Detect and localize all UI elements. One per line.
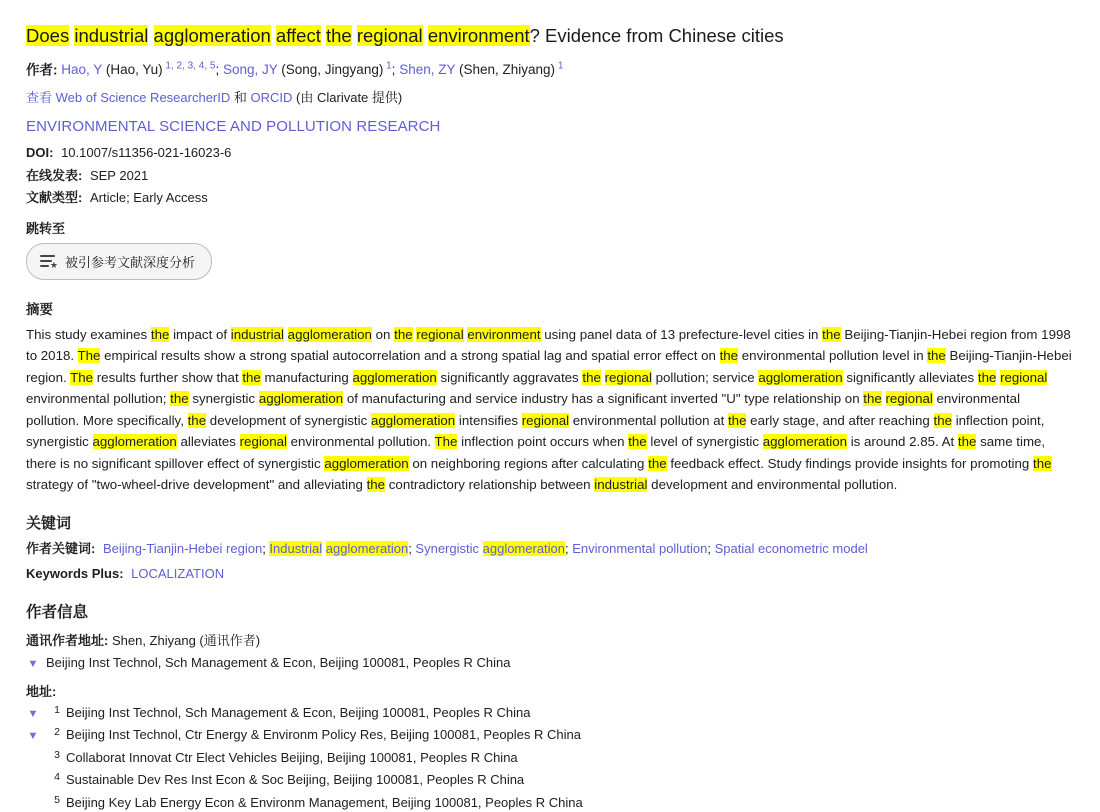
highlighted-term: environment (427, 25, 530, 46)
highlighted-term: industrial (230, 326, 284, 342)
text-fragment: significantly aggravates (436, 369, 583, 385)
highlighted-term: environment (467, 326, 541, 342)
text-fragment: ? Evidence from Chinese cities (529, 25, 784, 46)
text-fragment: feedback effect. Study findings provide insights for promoting (666, 455, 1033, 471)
text-fragment: environmental pollution at (569, 412, 728, 428)
text-fragment (148, 25, 153, 46)
author-keywords-row (26, 539, 1072, 560)
highlighted-term: the (957, 434, 977, 450)
keyword-separator: ; (565, 540, 573, 556)
text-fragment: inflection point occurs when (457, 434, 629, 450)
text-fragment: development and environmental pollution. (647, 477, 898, 493)
text-fragment: Beijing-Tianjin-Hebei region. (26, 348, 1072, 385)
highlighted-term: the (933, 412, 952, 428)
highlighted-term: the (927, 348, 946, 364)
text-fragment: early stage, and after reaching (746, 412, 934, 428)
author-separator: ; (391, 62, 400, 78)
highlighted-term: the (150, 326, 170, 342)
text-fragment: Beijing-Tianjin-Hebei region (102, 540, 263, 556)
text-fragment: This study examines (26, 326, 151, 342)
corresponding-address-item (26, 653, 1072, 673)
metadata-list (26, 143, 1072, 208)
corresponding-author-value: Shen, Zhiyang (通讯作者) (111, 633, 261, 649)
highlighted-term: agglomeration (352, 369, 437, 385)
highlighted-term: the (325, 25, 352, 46)
authors-list (61, 62, 563, 77)
metadata-value: SEP 2021 (86, 167, 149, 183)
address-index: 4 (54, 771, 60, 784)
highlighted-term: agglomeration (287, 326, 372, 342)
metadata-row (26, 188, 1072, 208)
highlighted-term: agglomeration (758, 369, 843, 385)
author-separator: ; (215, 62, 223, 78)
address-index: 2 (54, 726, 60, 739)
author-link[interactable]: Song, JY (222, 62, 278, 78)
highlighted-term: The (77, 348, 101, 364)
authors-label: 作者: (26, 62, 58, 78)
text-fragment: empirical results show a strong spatial autocorrelation and a strong spatial lag and spatial error effect on (100, 348, 720, 364)
highlighted-term: agglomeration (762, 434, 848, 450)
chevron-down-icon[interactable]: ▼ (27, 707, 39, 720)
text-fragment: on (371, 326, 395, 342)
keywords-plus-link[interactable]: LOCALIZATION (131, 565, 225, 581)
text-fragment: of manufacturing and service industry has a significant inverted "U" type relationship on (343, 391, 864, 407)
author-full-name: (Song, Jingyang) (281, 62, 384, 78)
author-affiliation-superscript[interactable]: 1 (555, 60, 564, 72)
highlighted-term: the (648, 455, 667, 471)
chevron-down-icon[interactable]: ▼ (27, 730, 39, 743)
text-fragment: impact of (169, 326, 231, 342)
highlighted-term: the (863, 391, 882, 407)
text-fragment: level of synergistic (646, 434, 763, 450)
keywords-plus-list (131, 566, 224, 581)
text-fragment: synergistic (188, 391, 259, 407)
highlighted-term: the (242, 369, 261, 385)
address-text: Beijing Key Lab Energy Econ & Environm Management, Beijing 100081, Peoples R China (66, 794, 583, 810)
address-item (26, 748, 1072, 768)
highlighted-term: the (977, 369, 997, 385)
highlighted-term: the (394, 326, 413, 342)
text-fragment: environmental pollution level in (738, 348, 928, 364)
metadata-label: 文献类型: (26, 190, 83, 206)
metadata-value: 10.1007/s11356-021-16023-6 (57, 145, 232, 161)
text-fragment: is around 2.85. At (847, 434, 958, 450)
highlighted-term: agglomeration (324, 455, 409, 471)
text-fragment: on neighboring regions after calculating (408, 455, 649, 471)
text-fragment: environmental pollution. (286, 434, 435, 450)
highlighted-term: Industrial (269, 540, 323, 556)
highlighted-term: the (1033, 455, 1052, 471)
highlighted-term: industrial (594, 477, 648, 493)
authors-row (26, 59, 1072, 81)
metadata-label: 在线发表: (26, 167, 83, 183)
address-index: 5 (54, 793, 60, 806)
highlighted-term: agglomeration (153, 25, 271, 46)
highlighted-term: the (719, 348, 739, 364)
address-item (26, 793, 1072, 812)
highlighted-term: the (187, 412, 207, 428)
highlighted-term: regional (1000, 369, 1048, 385)
metadata-label: DOI: (26, 145, 54, 161)
text-fragment: environmental pollution; (26, 391, 171, 407)
text-fragment (882, 391, 886, 406)
keywords-plus-label: Keywords Plus: (26, 565, 124, 581)
address-text: Sustainable Dev Res Inst Econ & Soc Beijing, Beijing 100081, Peoples R China (66, 772, 525, 788)
text-fragment: Spatial econometric model (714, 540, 868, 556)
highlighted-term: the (727, 412, 747, 428)
highlighted-term: affect (275, 25, 321, 46)
highlighted-term: agglomeration (258, 391, 344, 407)
highlighted-term: The (70, 369, 94, 385)
highlighted-term: the (366, 477, 386, 493)
text-fragment: alleviates (176, 434, 240, 450)
researcher-id-row (26, 87, 1072, 106)
text-fragment: pollution; service (651, 369, 759, 385)
text-fragment: using panel data of 13 prefecture-level cities in (540, 326, 823, 342)
text-fragment: inflection point, synergistic (26, 412, 1045, 450)
addresses-heading: 地址: (26, 683, 57, 699)
author-affiliation-superscript[interactable]: 1, 2, 3, 4, 5 (162, 60, 216, 72)
highlighted-term: agglomeration (92, 434, 177, 450)
author-affiliation-superscript[interactable]: 1 (383, 60, 392, 72)
web-of-science-researcherid-link[interactable]: Web of Science ResearcherID (55, 90, 231, 106)
highlighted-term: regional (416, 326, 464, 342)
keyword-separator: ; (262, 540, 270, 556)
highlighted-term: regional (604, 369, 652, 385)
view-link[interactable]: 查看 (26, 90, 53, 106)
author-keyword-link[interactable] (269, 541, 408, 556)
highlighted-term: the (628, 434, 647, 450)
metadata-row (26, 143, 1072, 163)
author-keywords-label: 作者关键词: (26, 540, 96, 556)
address-index: 3 (54, 748, 60, 761)
addresses-list (26, 703, 1072, 812)
address-text: Beijing Inst Technol, Ctr Energy & Environm Policy Res, Beijing 100081, Peoples R China (66, 727, 581, 743)
text-fragment: Environmental pollution (572, 540, 708, 556)
highlighted-term: the (170, 391, 189, 407)
keyword-separator: ; (408, 540, 416, 556)
author-keyword-link[interactable] (715, 541, 868, 556)
keywords-plus-row (26, 564, 1072, 585)
metadata-value: Article; Early Access (86, 190, 208, 206)
highlighted-term: regional (356, 25, 423, 46)
highlighted-term: regional (521, 412, 570, 428)
author-full-name: (Shen, Zhiyang) (459, 62, 556, 78)
corresponding-author-row (26, 630, 1072, 649)
highlighted-term: agglomeration (370, 412, 456, 428)
address-item (26, 703, 1072, 723)
highlighted-term: The (434, 434, 458, 450)
address-index: 1 (54, 703, 60, 716)
page-title (26, 24, 1072, 49)
cited-references-analysis-button[interactable] (26, 243, 212, 280)
author-info-heading: 作者信息 (26, 604, 89, 622)
journal-name-link[interactable]: ENVIRONMENTAL SCIENCE AND POLLUTION RESEARCH (26, 118, 441, 136)
abstract-text (26, 324, 1072, 496)
text-fragment: strategy of "two-wheel-drive development" and alleviating (26, 477, 367, 493)
highlighted-term: the (822, 326, 841, 342)
and-text: 和 (233, 90, 247, 106)
text-fragment: contradictory relationship between (385, 477, 595, 493)
corresponding-address-text: Beijing Inst Technol, Sch Management & Econ, Beijing 100081, Peoples R China (46, 655, 511, 671)
highlighted-term: industrial (74, 25, 149, 46)
metadata-row (26, 166, 1072, 186)
author-keyword-link[interactable] (103, 541, 262, 556)
author-keywords-list (103, 541, 868, 556)
keyword-separator: ; (707, 540, 715, 556)
author-keyword-link[interactable] (572, 541, 707, 556)
highlighted-term: the (582, 369, 601, 385)
highlighted-term: regional (239, 434, 287, 450)
author-keyword-link[interactable] (415, 541, 565, 556)
highlighted-term: Does (26, 25, 70, 46)
address-item (26, 725, 1072, 745)
text-fragment: environmental pollution. More specifically, (26, 391, 1021, 428)
text-fragment: intensifies (455, 412, 522, 428)
text-fragment: Synergistic (415, 540, 483, 556)
text-fragment: development of synergistic (206, 412, 371, 428)
chevron-down-icon[interactable]: ▼ (27, 658, 39, 671)
address-text: Collaborat Innovat Ctr Elect Vehicles Beijing, Beijing 100081, Peoples R China (66, 749, 518, 765)
corresponding-author-label: 通讯作者地址: (26, 633, 109, 649)
address-item (26, 770, 1072, 790)
author-link[interactable]: Hao, Y (61, 62, 103, 78)
author-link[interactable]: Shen, ZY (399, 62, 456, 78)
cited-references-analysis-label: 被引参考文献深度分析 (65, 254, 196, 270)
provider-text: (由 Clarivate 提供) (296, 90, 403, 106)
text-fragment: Beijing-Tianjin-Hebei region from 1998 to 2018. (26, 326, 1071, 364)
text-fragment: significantly alleviates (842, 369, 978, 385)
jump-to-label: 跳转至 (26, 220, 66, 236)
highlighted-term: regional (885, 391, 933, 407)
author-full-name: (Hao, Yu) (105, 62, 163, 78)
text-fragment: same time, there is no significant spillover effect of synergistic (26, 434, 1046, 471)
highlighted-term: agglomeration (482, 540, 566, 556)
keywords-heading: 关键词 (26, 514, 72, 532)
highlighted-term: agglomeration (325, 540, 409, 556)
address-text: Beijing Inst Technol, Sch Management & Econ, Beijing 100081, Peoples R China (66, 704, 531, 720)
orcid-link[interactable]: ORCID (250, 90, 293, 106)
abstract-heading: 摘要 (26, 301, 53, 317)
analysis-icon: ★ (40, 254, 57, 268)
text-fragment: manufacturing (260, 369, 353, 385)
text-fragment: results further show that (93, 369, 243, 385)
